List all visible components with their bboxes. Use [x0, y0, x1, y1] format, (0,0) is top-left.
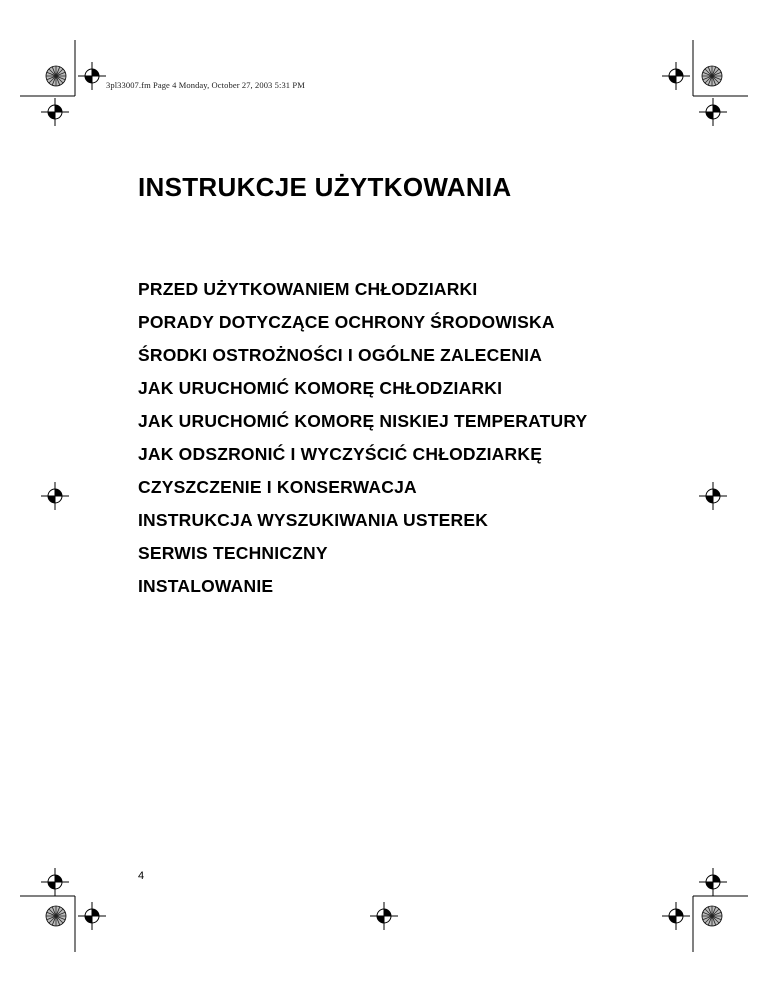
toc-item: JAK ODSZRONIĆ I WYCZYŚCIĆ CHŁODZIARKĘ	[138, 444, 543, 464]
page-title: INSTRUKCJE UŻYTKOWANIA	[138, 172, 512, 202]
toc-item: PORADY DOTYCZĄCE OCHRONY ŚRODOWISKA	[138, 312, 555, 332]
print-slug-line: 3pl33007.fm Page 4 Monday, October 27, 2003 5:31 PM	[106, 80, 305, 90]
toc-item: INSTALOWANIE	[138, 576, 274, 596]
toc-item: SERWIS TECHNICZNY	[138, 543, 328, 563]
table-of-contents	[138, 278, 658, 608]
toc-item: INSTRUKCJA WYSZUKIWANIA USTEREK	[138, 510, 489, 530]
toc-item: CZYSZCZENIE I KONSERWACJA	[138, 477, 417, 497]
toc-item: JAK URUCHOMIĆ KOMORĘ NISKIEJ TEMPERATURY	[138, 411, 588, 431]
toc-item: ŚRODKI OSTROŻNOŚCI I OGÓLNE ZALECENIA	[138, 345, 543, 365]
toc-item: PRZED UŻYTKOWANIEM CHŁODZIARKI	[138, 279, 478, 299]
toc-item: JAK URUCHOMIĆ KOMORĘ CHŁODZIARKI	[138, 378, 503, 398]
page-number: 4	[138, 870, 145, 882]
